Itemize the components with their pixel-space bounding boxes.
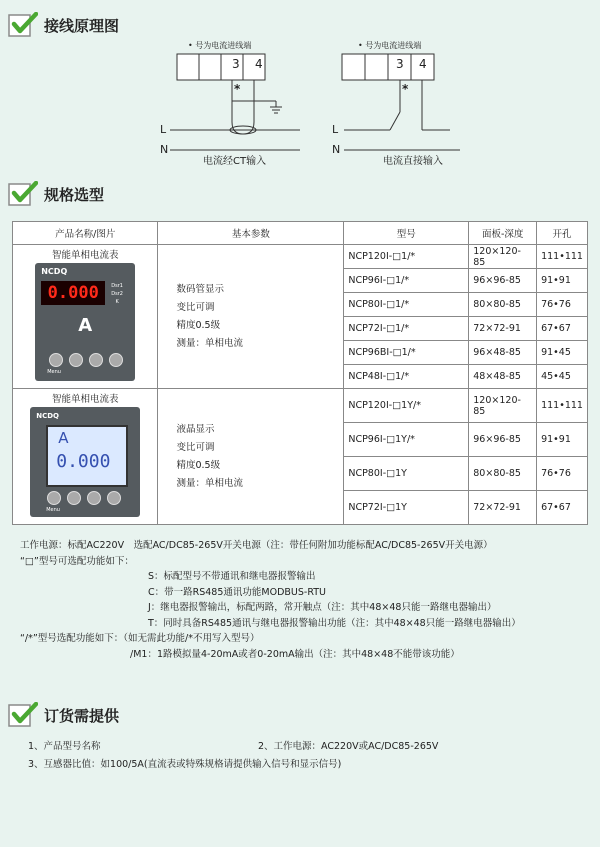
model-cell: NCP96I-□1/*	[344, 269, 469, 293]
header-cutout: 开孔	[537, 222, 588, 245]
terminal-4: 4	[419, 57, 427, 71]
param-item: 液晶显示	[176, 423, 215, 435]
polarity-mark: *	[234, 82, 241, 96]
note-power: 工作电源：标配AC220V 选配AC/DC85-265V开关电源（注：带任何附加功能标配AC/DC85-265V开关电源）	[20, 540, 493, 551]
meter-button	[109, 353, 123, 367]
meter-buttons	[49, 353, 123, 367]
menu-label: Menu	[46, 507, 60, 513]
param-item: 测量：单相电流	[176, 477, 243, 489]
model-cell: NCP48I-□1/*	[344, 365, 469, 389]
section-title: 订货需提供	[44, 706, 120, 725]
meter-brand: NCDQ	[36, 412, 59, 420]
meter-brand: NCDQ	[41, 267, 68, 276]
wiring-diagram-ct	[160, 40, 300, 170]
panel-cell: 72×72-91	[469, 317, 537, 341]
checkmark-icon	[8, 181, 38, 207]
lcd-value: 0.000	[56, 451, 111, 472]
model-cell: NCP120I-□1Y/*	[344, 389, 469, 423]
model-cell: NCP96I-□1Y/*	[344, 423, 469, 457]
param-item: 数码管显示	[176, 283, 224, 295]
lcd-unit: A	[58, 429, 69, 447]
cutout-cell: 111•111	[537, 389, 588, 423]
panel-cell: 96×96-85	[469, 269, 537, 293]
section-title: 接线原理图	[44, 16, 120, 35]
product-name: 智能单相电流表	[51, 394, 119, 405]
model-cell: NCP96BI-□1/*	[344, 341, 469, 365]
wiring-diagram-direct	[330, 40, 470, 170]
polarity-mark: *	[402, 82, 409, 96]
panel-cell: 80×80-85	[469, 293, 537, 317]
line-label-N: N	[332, 143, 341, 156]
meter-button	[69, 353, 83, 367]
meter-button	[67, 491, 81, 505]
note-option-j: J：继电器报警输出，标配两路，常开触点（注：其中48×48只能一路继电器输出）	[148, 602, 497, 613]
checkmark-icon	[8, 702, 38, 728]
meter-button	[89, 353, 103, 367]
model-cell: NCP80I-□1Y	[344, 457, 469, 491]
cutout-cell: 91•91	[537, 269, 588, 293]
meter-button	[47, 491, 61, 505]
model-cell: NCP72I-□1Y	[344, 491, 469, 525]
terminal-4: 4	[255, 57, 263, 71]
cutout-cell: 67•67	[537, 317, 588, 341]
lcd-display	[46, 425, 128, 487]
terminal-note: • 号为电流进线端	[358, 41, 422, 50]
meter-button	[49, 353, 63, 367]
cutout-cell: 91•45	[537, 341, 588, 365]
line-label-N: N	[160, 143, 169, 156]
note-option-t: T：同时具备RS485通讯与继电器报警输出功能（注：其中48×48只能一路继电器输出）	[148, 617, 521, 629]
wiring-caption-ct: 电流经CT输入	[203, 156, 267, 167]
order-item-3: 3、互感器比值：如100/5A(直流表或特殊规格请提供输入信号和显示信号)	[28, 759, 342, 770]
option-notes	[12, 538, 588, 662]
cutout-cell: 111•111	[537, 245, 588, 269]
section-heading-spec	[8, 181, 104, 207]
meter-button	[107, 491, 121, 505]
model-cell: NCP72I-□1/*	[344, 317, 469, 341]
order-item-2: 2、工作电源：AC220V或AC/DC85-265V	[258, 741, 439, 752]
table-header-row	[13, 222, 588, 245]
note-option-header: “□”型号可选配功能如下：	[20, 555, 134, 567]
header-model: 型号	[344, 222, 469, 245]
lcd-meter-image	[30, 407, 140, 517]
param-item: 精度0.5级	[176, 459, 221, 471]
note-option-c: C：带一路RS485通讯功能MODBUS-RTU	[148, 586, 326, 598]
header-params: 基本参数	[158, 222, 344, 245]
section-heading-wiring	[8, 12, 119, 38]
line-label-L: L	[332, 123, 339, 136]
indicator-labels	[111, 282, 123, 306]
param-item: 精度0.5级	[176, 319, 221, 331]
table-row	[13, 389, 588, 423]
terminal-3: 3	[396, 57, 404, 71]
note-option-s: S：标配型号不带通讯和继电器报警输出	[148, 571, 316, 582]
unit-label: A	[78, 315, 93, 336]
panel-cell: 120×120-85	[469, 389, 537, 423]
note-suffix-m1: /M1：1路模拟量4-20mA或者0-20mA输出（注：其中48×48不能带该功能）	[130, 648, 460, 660]
led-meter-image	[35, 263, 135, 381]
params-cell	[158, 245, 344, 389]
model-cell: NCP80I-□1/*	[344, 293, 469, 317]
product-name: 智能单相电流表	[51, 250, 119, 261]
header-product: 产品名称/图片	[13, 222, 158, 245]
panel-cell: 120×120-85	[469, 245, 537, 269]
param-item: 测量：单相电流	[176, 337, 243, 349]
table-row	[13, 245, 588, 269]
indicator-k: K	[115, 299, 119, 305]
spec-table	[12, 221, 588, 525]
header-panel-depth: 面板-深度	[469, 222, 537, 245]
params-cell	[158, 389, 344, 525]
cutout-cell: 76•76	[537, 457, 588, 491]
menu-label: Menu	[47, 369, 61, 375]
cutout-cell: 67•67	[537, 491, 588, 525]
checkmark-icon	[8, 12, 38, 38]
param-item: 变比可调	[176, 301, 215, 313]
terminal-note: • 号为电流进线端	[188, 41, 252, 50]
product-cell	[13, 245, 158, 389]
panel-cell: 96×48-85	[469, 341, 537, 365]
section-heading-order	[8, 702, 119, 728]
panel-cell: 48×48-85	[469, 365, 537, 389]
led-display: 0.000	[41, 281, 105, 305]
cutout-cell: 91•91	[537, 423, 588, 457]
line-label-L: L	[160, 123, 167, 136]
terminal-3: 3	[232, 57, 240, 71]
panel-cell: 80×80-85	[469, 457, 537, 491]
model-cell: NCP120I-□1/*	[344, 245, 469, 269]
product-cell	[13, 389, 158, 525]
indicator-dsr1: Dsr1	[111, 283, 123, 289]
cutout-cell: 45•45	[537, 365, 588, 389]
indicator-dsr2: Dsr2	[111, 291, 123, 297]
panel-cell: 72×72-91	[469, 491, 537, 525]
meter-buttons	[47, 491, 121, 505]
wiring-caption-direct: 电流直接输入	[383, 156, 443, 167]
note-suffix-header: “/*”型号选配功能如下：（如无需此功能/*不用写入型号）	[20, 633, 260, 644]
meter-button	[87, 491, 101, 505]
cutout-cell: 76•76	[537, 293, 588, 317]
order-item-1: 1、产品型号名称	[28, 741, 101, 752]
panel-cell: 96×96-85	[469, 423, 537, 457]
section-title: 规格选型	[44, 185, 105, 204]
param-item: 变比可调	[176, 441, 215, 453]
